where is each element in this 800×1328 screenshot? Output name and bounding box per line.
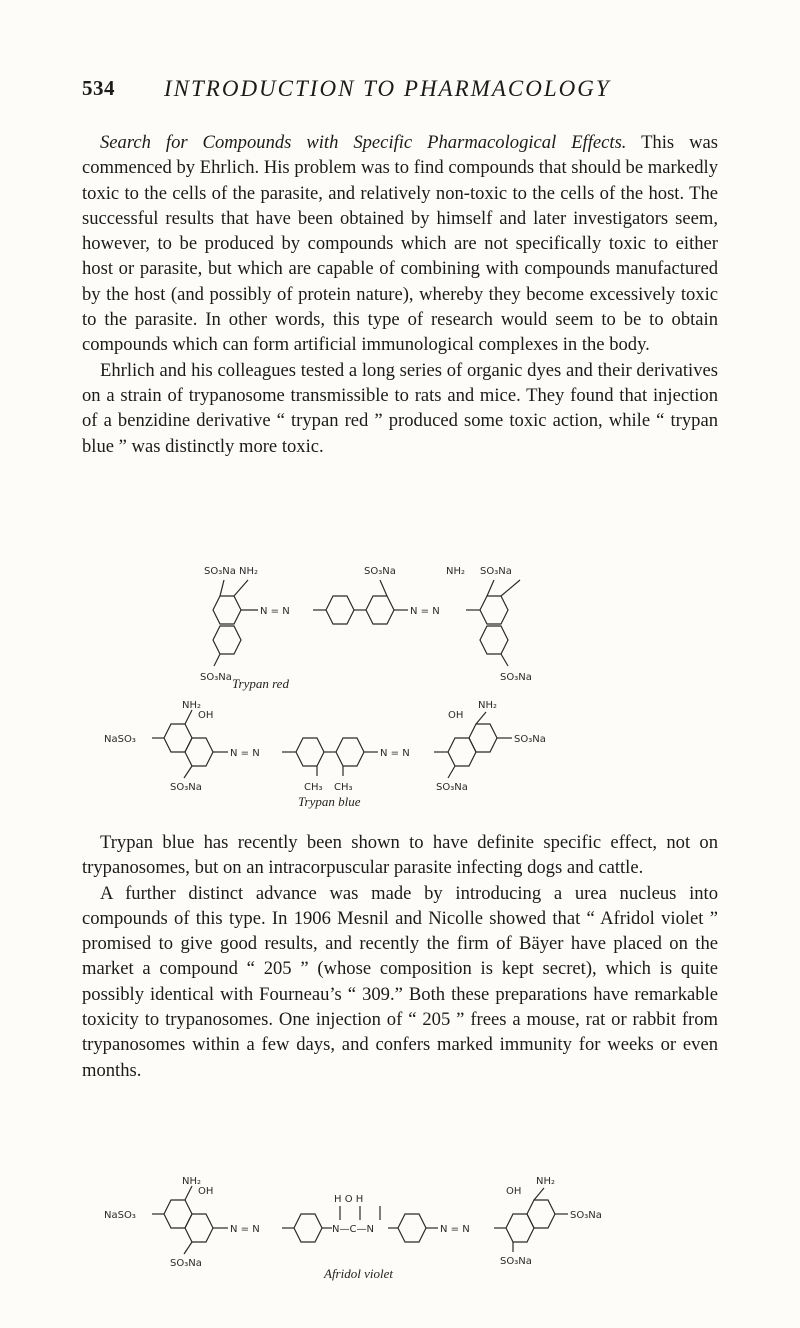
label-azo-right: N = N	[380, 748, 410, 759]
label-so3na-bottom-right: SO₃Na	[436, 782, 468, 793]
label-azo-left: N = N	[260, 606, 290, 617]
trypan-blue-structure	[104, 700, 708, 796]
page-number: 534	[82, 76, 115, 100]
afridol-violet-formula	[104, 1176, 708, 1286]
label-oh-left: OH	[198, 1186, 214, 1197]
label-so3na-bottom-left: SO₃Na	[200, 672, 232, 683]
trypan-red-structure	[108, 558, 708, 698]
label-so3na-bottom-right: SO₃Na	[500, 1256, 532, 1267]
label-h-o-h: H O H	[334, 1194, 364, 1205]
label-so3na-right: SO₃Na	[570, 1210, 602, 1221]
label-nh2-right: NH₂	[478, 700, 498, 711]
label-ch3-b: CH₃	[334, 782, 353, 793]
label-azo-left: N = N	[230, 748, 260, 759]
label-oh-right: OH	[506, 1186, 522, 1197]
label-nh2-left: NH₂	[182, 700, 202, 711]
label-so3na-bottom-right: SO₃Na	[500, 672, 532, 683]
label-urea: N—C—N	[332, 1224, 374, 1235]
label-naso3: NaSO₃	[104, 734, 136, 745]
label-so3na-topright: SO₃Na	[480, 566, 512, 577]
section-intro	[82, 130, 718, 459]
caption-trypan-red: Trypan red	[232, 676, 289, 691]
label-so3na-bottom-left: SO₃Na	[170, 1258, 202, 1269]
label-oh-right: OH	[448, 710, 464, 721]
label-ch3-a: CH₃	[304, 782, 323, 793]
running-title: INTRODUCTION TO PHARMACOLOGY	[164, 76, 611, 101]
label-nh2-top: NH₂	[446, 566, 466, 577]
label-nh2-right: NH₂	[536, 1176, 556, 1187]
label-azo-left: N = N	[230, 1224, 260, 1235]
trypan-red-formula	[108, 558, 708, 698]
label-azo-right: N = N	[410, 606, 440, 617]
paragraph-trypan-blue-effect: Trypan blue has recently been shown to have definite specific effect, not on trypanosomes, but on an intracorpuscular parasite infecting dogs and cattle.	[82, 832, 718, 879]
label-so3na-bottom-left: SO₃Na	[170, 782, 202, 793]
paragraph-urea-nucleus: A further distinct advance was made by introducing a urea nucleus into compounds of this type. In 1906 Mesnil and Nicolle showed that “ Afridol violet ” promised to give good results, and recently the firm of Bäyer have placed on the market a compound “ 205 ” (whose composition is kept secret), which is quite possibly identical with Fourneau’s “ 309.” Both these preparations have remarkable toxicity to trypanosomes. One injection of “ 205 ” frees a mouse, rat or rabbit from trypanosomes within a few days, and confers marked immunity for weeks or even months.	[82, 882, 718, 1081]
paragraph-search-compounds	[82, 130, 718, 358]
label-azo-right: N = N	[440, 1224, 470, 1235]
label-naso3: NaSO₃	[104, 1210, 136, 1221]
label-nh2-left: NH₂	[182, 1176, 202, 1187]
label-oh-left: OH	[198, 710, 214, 721]
caption-trypan-blue: Trypan blue	[298, 794, 361, 809]
page-header	[82, 76, 732, 116]
label-so3na-right: SO₃Na	[514, 734, 546, 745]
caption-afridol-violet: Afridol violet	[324, 1266, 393, 1281]
section-afridol	[82, 830, 718, 1083]
label-so3na-nh2: SO₃Na NH₂	[204, 566, 259, 577]
paragraph-body: This was commenced by Ehrlich. His problem was to find compounds that should be markedly toxic to the cells of the parasite, and relatively non-toxic to the cells of the host. The successful results that have been obtained by himself and later investigators seem, however, to be produced by compounds which are not specifically toxic to either host or parasite, but which are capable of combining with compounds manufactured by the host (and possibly of protein nature), whereby they become excessively toxic to the parasite. In other words, this type of research would seem to be to obtain compounds which can form artificial immunological complexes in the body.	[82, 132, 719, 356]
label-so3na-top: SO₃Na	[364, 566, 396, 577]
paragraph-ehrlich-dyes: Ehrlich and his colleagues tested a long series of organic dyes and their derivatives on a strain of trypanosome transmissible to rats and mice. They found that injection of a benzidine derivative “ trypan red ” produced some toxic action, while “ trypan blue ” was distinctly more toxic.	[82, 359, 718, 457]
section-heading: Search for Compounds with Specific Pharmacological Effects.	[100, 132, 627, 153]
trypan-blue-formula	[104, 700, 708, 810]
afridol-violet-structure	[104, 1176, 708, 1269]
